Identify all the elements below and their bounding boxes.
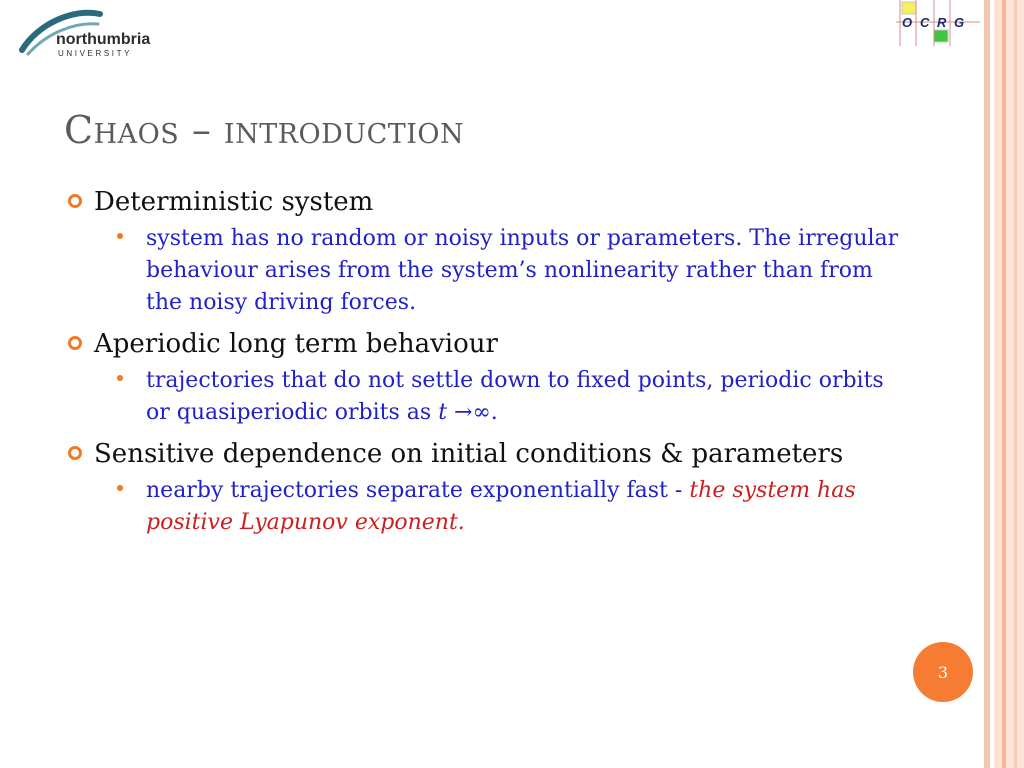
svg-text:northumbria: northumbria: [56, 31, 151, 48]
sub-bullet-item: [64, 475, 904, 539]
right-border-panel: [994, 0, 1024, 768]
svg-text:R: R: [937, 15, 947, 30]
ocrg-logo: [896, 0, 980, 46]
right-border-line: [1014, 0, 1017, 768]
right-border-line: [1002, 0, 1006, 768]
bullet-ring-icon: [68, 194, 82, 208]
bullet-text: Deterministic system: [94, 187, 374, 217]
northumbria-university-logo: [18, 4, 168, 60]
svg-text:G: G: [954, 15, 965, 30]
math-variable-t: t: [438, 400, 448, 425]
bullet-item: [64, 437, 904, 471]
svg-text:C: C: [920, 15, 930, 30]
sub-bullet-dot-icon: [117, 233, 123, 239]
slide-content: [64, 185, 904, 547]
bullet-text: Aperiodic long term behaviour: [94, 329, 498, 359]
bullet-text: Sensitive dependence on initial conditions & parameters: [94, 439, 844, 469]
page-number-badge: 3: [913, 642, 973, 702]
svg-text:UNIVERSITY: UNIVERSITY: [58, 49, 133, 58]
emphasis-text: the system has positive Lyapunov exponent.: [146, 478, 856, 535]
sub-bullet-text: [146, 368, 884, 425]
right-border-stripe: [984, 0, 990, 768]
bullet-item: [64, 327, 904, 361]
bullet-ring-icon: [68, 446, 82, 460]
sub-bullet-dot-icon: [117, 375, 123, 381]
bullet-ring-icon: [68, 336, 82, 350]
sub-bullet-text: system has no random or noisy inputs or parameters. The irregular behaviour arises from the system’s nonlinearity rather than from the noisy driving forces.: [146, 226, 899, 315]
sub-bullet-dot-icon: [117, 485, 123, 491]
sub-bullet-item: [64, 223, 904, 319]
sub-text-part: trajectories that do not settle down to fixed points, periodic orbits or quasiperiodic orbits as: [146, 368, 884, 425]
sub-bullet-item: [64, 365, 904, 429]
sub-text-part: nearby trajectories separate exponentially fast -: [146, 478, 690, 503]
bullet-item: [64, 185, 904, 219]
svg-text:O: O: [902, 15, 913, 30]
sub-bullet-text: [146, 478, 856, 535]
sub-text-part: →∞.: [447, 400, 498, 425]
page-title: Chaos – introduction: [64, 108, 465, 152]
